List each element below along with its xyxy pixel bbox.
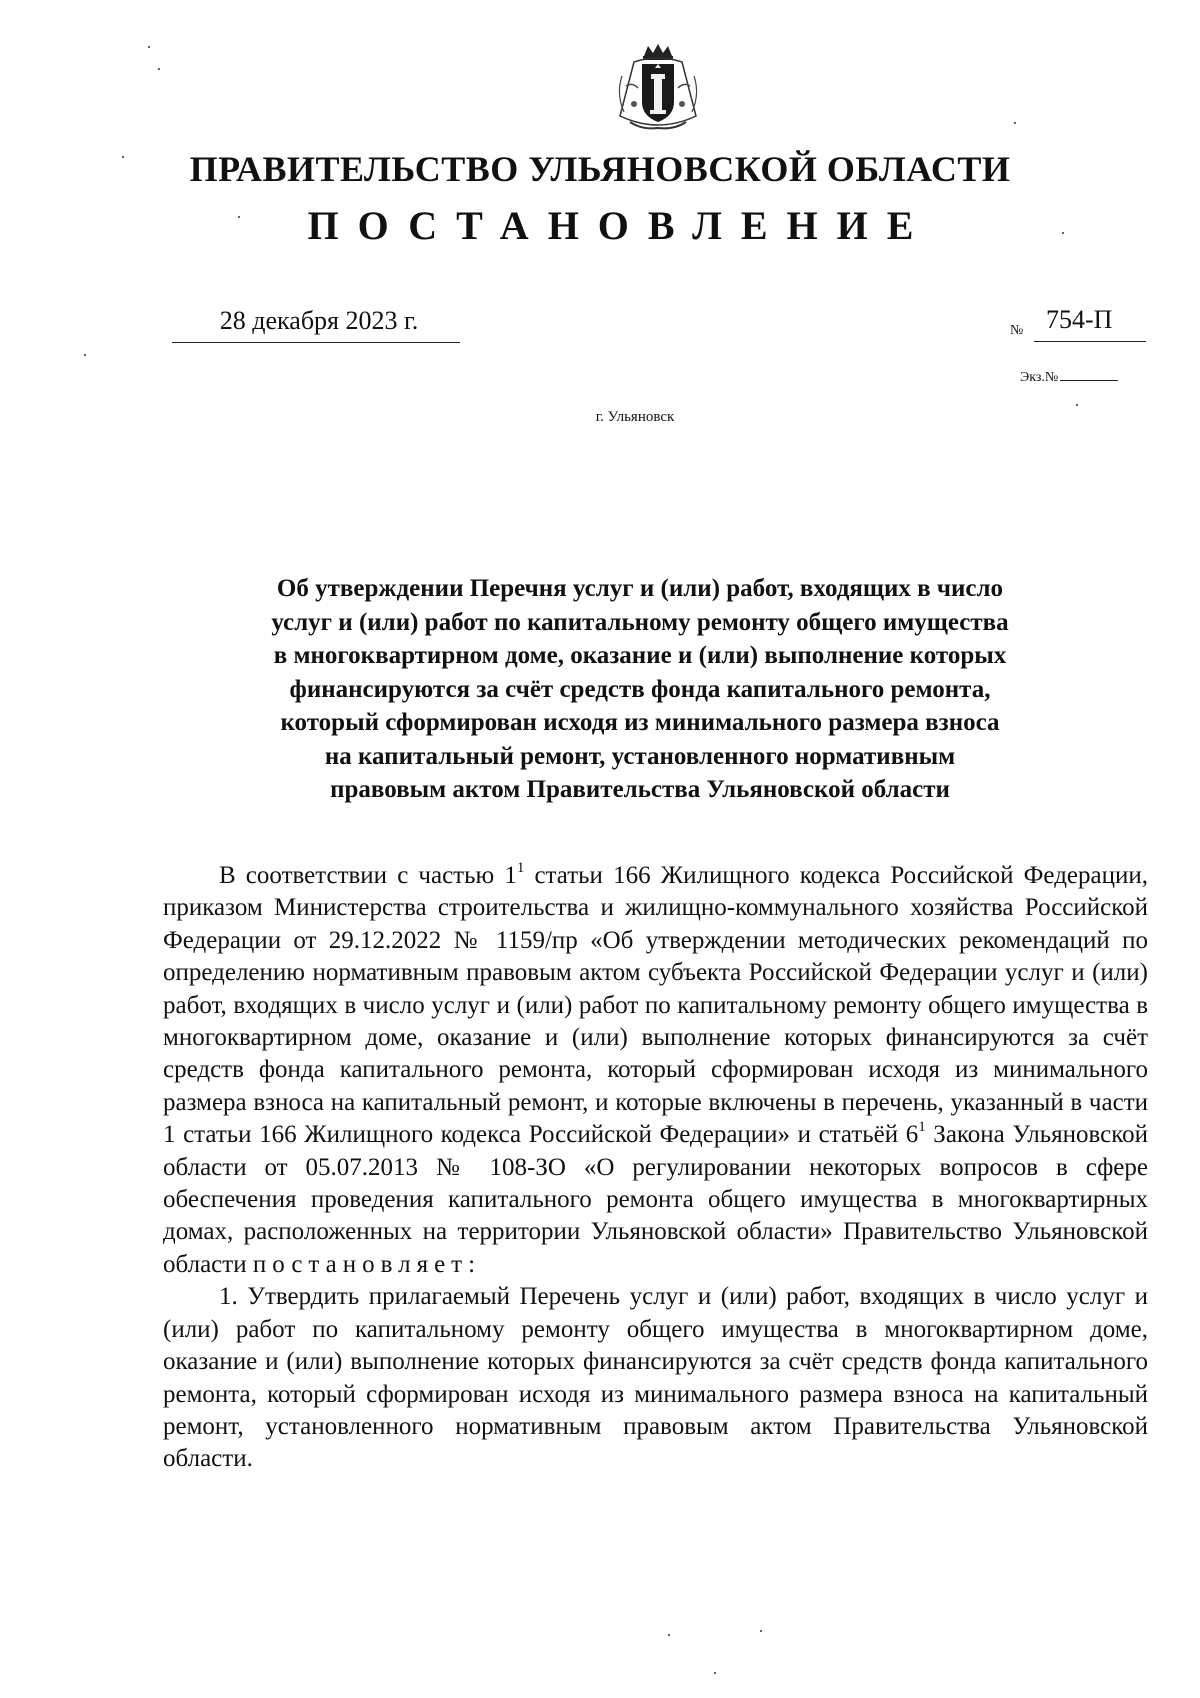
- number-underline: [1034, 341, 1146, 342]
- document-date-block: [172, 306, 460, 343]
- scan-speck: [1014, 122, 1016, 124]
- scan-speck: [1062, 232, 1064, 234]
- document-type-heading: ПОСТАНОВЛЕНИЕ: [307, 203, 933, 248]
- preamble-text-2: статьи 166 Жилищного кодекса Российской Федерации, приказом Министерства строительства и жилищно-коммунального хозяйства Российской Федерации от 29.12.2022 № 1159/пр «Об утверждении методических рекомендаций по определению нормативным правовым актом субъекта Российской Федерации услуг и (или) работ, входящих в число услуг и (или) работ по капитальному ремонту общего имущества в многоквартирном доме, оказание и (или) выполнение которых финансируются за счёт средств фонда капитального ремонта, который сформирован исходя из минимального размера взноса на капитальный ремонт, и которые включены в перечень, указанный в части 1 статьи 166 Жилищного кодекса Российской Федерации» и статьёй 6: [163, 862, 1148, 1149]
- scan-speck: [668, 1634, 670, 1636]
- document-number: 754-П: [1046, 305, 1113, 334]
- preamble-text-3: Закона Ульяновской области от 05.07.2013 № 108-ЗО «О регулировании некоторых вопросов в сфере обеспечения проведения капитального ремонта общего имущества в многоквартирных домах, расположенных на территории Ульяновской области» Правительство Ульяновской области: [163, 1121, 1148, 1278]
- resolves-word: постановляет:: [252, 1250, 482, 1278]
- organization-title: ПРАВИТЕЛЬСТВО УЛЬЯНОВСКОЙ ОБЛАСТИ: [189, 149, 1011, 189]
- coat-of-arms-icon: [612, 42, 704, 138]
- preamble-paragraph: [163, 860, 1148, 1281]
- scan-speck: [714, 1672, 716, 1674]
- scan-speck: [158, 68, 160, 70]
- subject-line: в многоквартирном доме, оказание и (или) выполнение которых: [273, 642, 1007, 669]
- document-subject: [200, 572, 1080, 807]
- date-underline: [172, 342, 460, 343]
- clause-1-paragraph: 1. Утвердить прилагаемый Перечень услуг и (или) работ, входящих в число услуг и (или) работ по капитальному ремонту общего имущества в многоквартирном доме, оказание и (или) выполнение которых финансируются за счёт средств фонда капитального ремонта, который сформирован исходя из минимального размера взноса на капитальный ремонт, установленного нормативным правовым актом Правительства Ульяновской области.: [163, 1283, 1148, 1473]
- subject-line: правовым актом Правительства Ульяновской области: [330, 776, 950, 803]
- scan-speck: [84, 354, 86, 356]
- copy-number-label: Экз.№: [1020, 370, 1059, 385]
- copy-number-blank: [1060, 380, 1118, 381]
- superscript: 1: [516, 859, 525, 876]
- superscript: 1: [918, 1118, 926, 1135]
- subject-line: который сформирован исходя из минимального размера взноса: [280, 709, 1000, 736]
- scan-speck: [760, 1630, 762, 1632]
- preamble-text-1: В соответствии с частью 1: [219, 862, 517, 889]
- number-sign: №: [1010, 323, 1024, 338]
- city-name: г. Ульяновск: [595, 409, 675, 425]
- scan-speck: [148, 46, 150, 48]
- subject-line: Об утверждении Перечня услуг и (или) работ, входящих в число: [276, 575, 1004, 602]
- document-date: 28 декабря 2023 г.: [219, 306, 419, 335]
- subject-line: финансируются за счёт средств фонда капитального ремонта,: [289, 675, 991, 703]
- scan-speck: [1076, 404, 1078, 406]
- document-body: [163, 860, 1148, 1476]
- subject-line: услуг и (или) работ по капитальному ремонту общего имущества: [271, 608, 1009, 636]
- copy-number-block: [1020, 370, 1146, 386]
- subject-line: на капитальный ремонт, установленного нормативным: [324, 742, 956, 770]
- scan-speck: [122, 156, 124, 158]
- scan-speck: [238, 216, 240, 218]
